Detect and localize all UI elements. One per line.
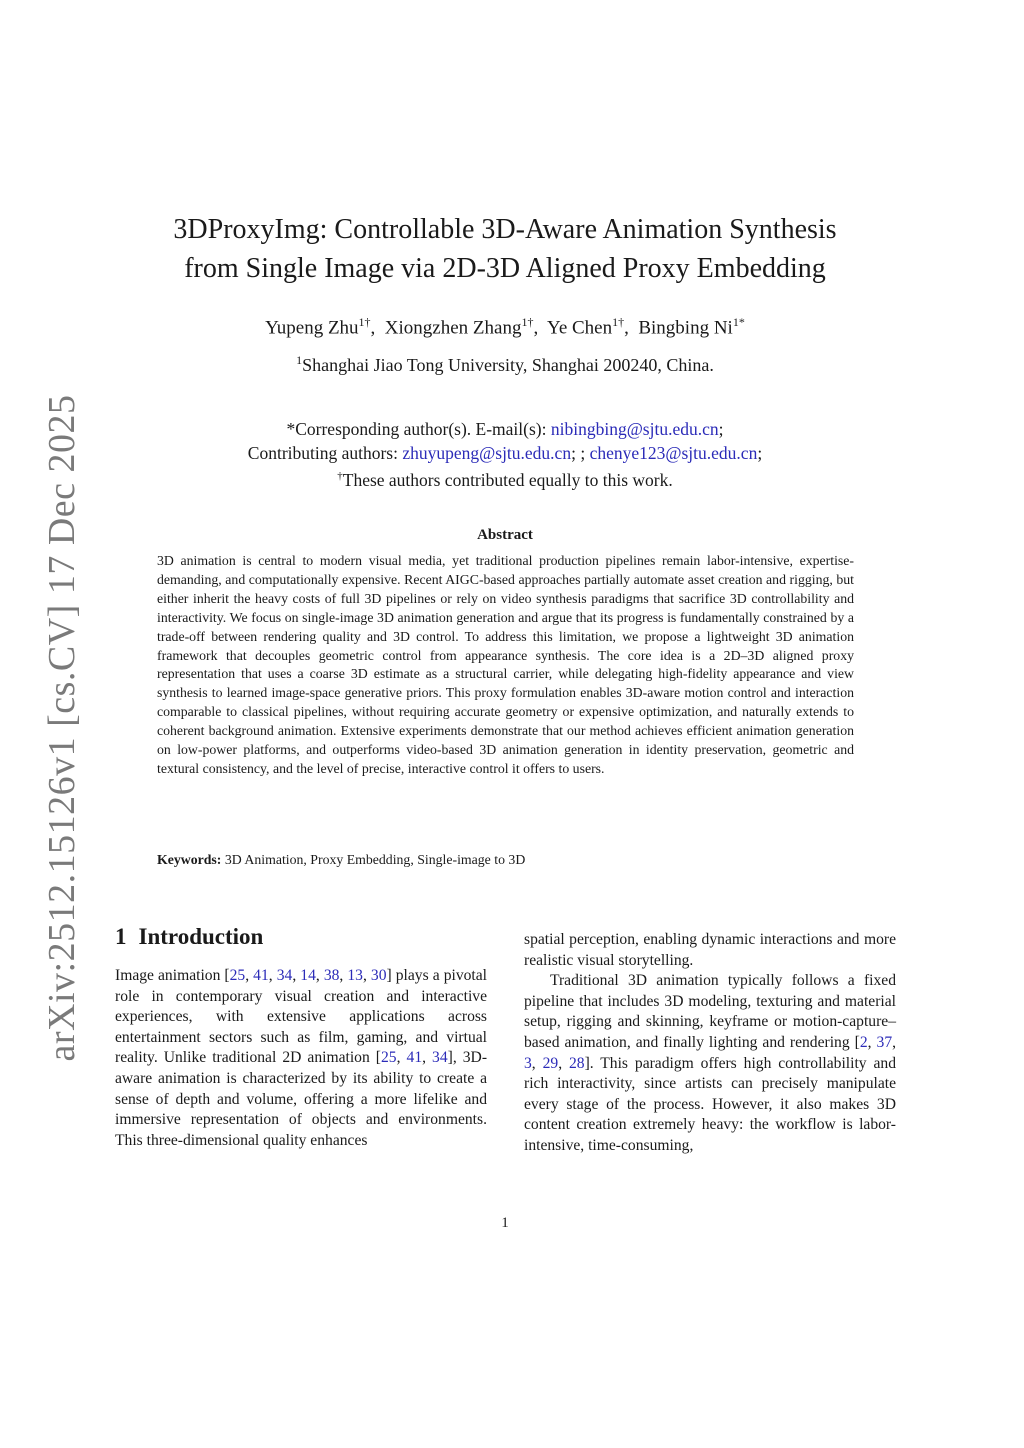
- intro-paragraph-2: Traditional 3D animation typically follows a fixed pipeline that includes 3D modeling, texturing and material setup, rigging and skinning, keyframe or motion-capture–based animation, and finally lighting and rendering [2, 37, 3, 29, 28]. This paradigm offers high controllability and rich interactivity, since artists can precisely manipulate every stage of the process. However, it also makes 3D content creation extremely heavy: the workflow is labor-intensive, time-consuming,: [524, 972, 897, 1154]
- citation-link[interactable]: 2: [859, 1033, 868, 1051]
- section-heading: [115, 924, 263, 950]
- author-mark: 1†: [612, 315, 625, 329]
- author-name: Ye Chen: [547, 317, 613, 339]
- author-mark: 1*: [732, 315, 745, 329]
- text-run: Traditional 3D animation typically follows a fixed pipeline that includes 3D modeling, texturing and material setup, rigging and skinning, keyframe or motion-capture–based animation, and finally lighting and rendering [: [524, 972, 896, 1051]
- paper-title: [130, 210, 880, 288]
- affiliation-text: Shanghai Jiao Tong University, Shanghai 200240, China.: [302, 355, 714, 375]
- text-run: ], 3D-aware animation is characterized by its ability to create a sense of depth and volume, offering a more lifelike and immersive representation of objects and environments. This three-dimensional quality enhances: [115, 1049, 488, 1149]
- citation-link[interactable]: 25: [229, 967, 246, 984]
- affiliation: [130, 353, 880, 376]
- section-number: 1: [115, 924, 127, 949]
- citation-link[interactable]: 30: [370, 967, 387, 984]
- keywords-line: [157, 852, 854, 868]
- page-number: 1: [501, 1215, 509, 1231]
- author-name: Xiongzhen Zhang: [384, 317, 522, 339]
- citation-link[interactable]: 41: [406, 1049, 423, 1067]
- arxiv-identifier: arXiv:2512.15126v1 [cs.CV] 17 Dec 2025: [41, 394, 83, 1062]
- contrib-suffix: ;: [757, 442, 763, 463]
- left-column: [115, 966, 487, 1151]
- dagger-mark: †: [337, 470, 343, 482]
- author-name: Bingbing Ni: [638, 317, 733, 339]
- contrib-prefix: Contributing authors:: [247, 442, 403, 463]
- contributing-authors-line: [130, 442, 880, 466]
- equal-contribution-text: These authors contributed equally to this work.: [342, 469, 673, 490]
- keywords-label: Keywords:: [157, 852, 222, 867]
- intro-paragraph-1: Image animation [25, 41, 34, 14, 38, 13, 30] plays a pivotal role in contemporary visual creation and interactive experiences, with extensive applications across entertainment sectors such as film, gaming, and virtual reality. Unlike traditional 2D animation [25, 41, 34], 3D-aware animation is characterized by its ability to create a sense of depth and volume, offering a more lifelike and immersive representation of objects and environments. This three-dimensional quality enhances: [115, 967, 488, 1149]
- title-line-2: from Single Image via 2D-3D Aligned Proxy Embedding: [184, 253, 826, 284]
- citation-link[interactable]: 41: [253, 967, 269, 984]
- citation-link[interactable]: 3: [524, 1054, 532, 1072]
- citation-link[interactable]: 34: [276, 967, 293, 984]
- author-mark: 1†: [521, 315, 534, 329]
- citation-link[interactable]: 13: [347, 967, 363, 984]
- affiliation-mark: 1: [296, 353, 303, 367]
- corresponding-author-line: [130, 418, 880, 442]
- author-name: Yupeng Zhu: [265, 317, 359, 339]
- contrib-separator: ; ;: [571, 442, 590, 463]
- author-mark: 1†: [358, 315, 371, 329]
- citation-link[interactable]: 29: [542, 1054, 559, 1072]
- corr-prefix: *Corresponding author(s). E-mail(s):: [286, 419, 551, 439]
- citation-link[interactable]: 14: [300, 967, 316, 984]
- corresponding-email-link[interactable]: nibingbing@sjtu.edu.cn: [550, 419, 719, 439]
- corr-suffix: ;: [718, 419, 724, 439]
- contributing-email-link-1[interactable]: zhuyupeng@sjtu.edu.cn: [402, 442, 572, 463]
- text-run: ]. This paradigm offers high controllability and rich interactivity, since artists can precisely manipulate every stage of the process. However, it also makes 3D content creation extremely heavy: the workflow is labor-intensive, time-consuming,: [524, 1054, 897, 1154]
- abstract-text: 3D animation is central to modern visual media, yet traditional production pipelines remain labor-intensive, expertise-demanding, and computationally expensive. Recent AIGC-based approaches partially automate asset creation and rigging, but either inherit the heavy costs of full 3D pipelines or rely on video synthesis paradigms that sacrifice 3D controllability and interactivity. We focus on single-image 3D animation generation and argue that its progress is fundamentally constrained by a trade-off between rendering quality and 3D control. To address this limitation, we propose a lightweight 3D animation framework that decouples geometric control from appearance synthesis. The core idea is a 2D–3D aligned proxy representation that uses a coarse 3D estimate as a structural carrier, while delegating high-fidelity appearance and view synthesis to learned image-space generative priors. This proxy formulation enables 3D-aware motion control and interaction comparable to classical pipelines, without requiring accurate geometry or expensive optimization, and naturally extends to coherent background animation. Extensive experiments demonstrate that our method achieves efficient animation generation on low-power platforms, and outperforms video-based 3D animation generation in identity preservation, geometric and textural consistency, and the level of precise, interactive control it offers to users.: [157, 553, 854, 776]
- citation-link[interactable]: 28: [568, 1054, 585, 1072]
- intro-paragraph-1-continued: spatial perception, enabling dynamic interactions and more realistic visual storytelling.: [524, 931, 896, 969]
- title-line-1: 3DProxyImg: Controllable 3D-Aware Animation Synthesis: [173, 214, 837, 245]
- keywords-text: 3D Animation, Proxy Embedding, Single-image to 3D: [224, 852, 526, 867]
- author-list: Yupeng Zhu$^{1\dagger}$, Xiongzhen Zhang$^{1\dagger}$, Ye Chen$^{1\dagger}$, Bingbing $Ni^{1*}$: [265, 315, 745, 339]
- citation-link[interactable]: 34: [432, 1049, 448, 1067]
- contributing-email-link-2[interactable]: chenye123@sjtu.edu.cn: [589, 442, 758, 463]
- citation-link[interactable]: 38: [323, 967, 340, 984]
- equal-contribution-note: [130, 465, 880, 492]
- abstract-heading: Abstract: [477, 527, 533, 543]
- right-column: [524, 930, 896, 1157]
- correspondence-block: [130, 418, 880, 492]
- text-run: ] plays a pivotal role in contemporary visual creation and interactive experiences, with extensive applications across entertainment sectors such as film, gaming, and virtual reality. Unlike traditional 2D animation [: [115, 967, 487, 1067]
- section-title: Introduction: [138, 924, 264, 949]
- text-run: Image animation [: [115, 967, 230, 984]
- citation-link[interactable]: 25: [380, 1049, 397, 1067]
- citation-link[interactable]: 37: [876, 1033, 893, 1051]
